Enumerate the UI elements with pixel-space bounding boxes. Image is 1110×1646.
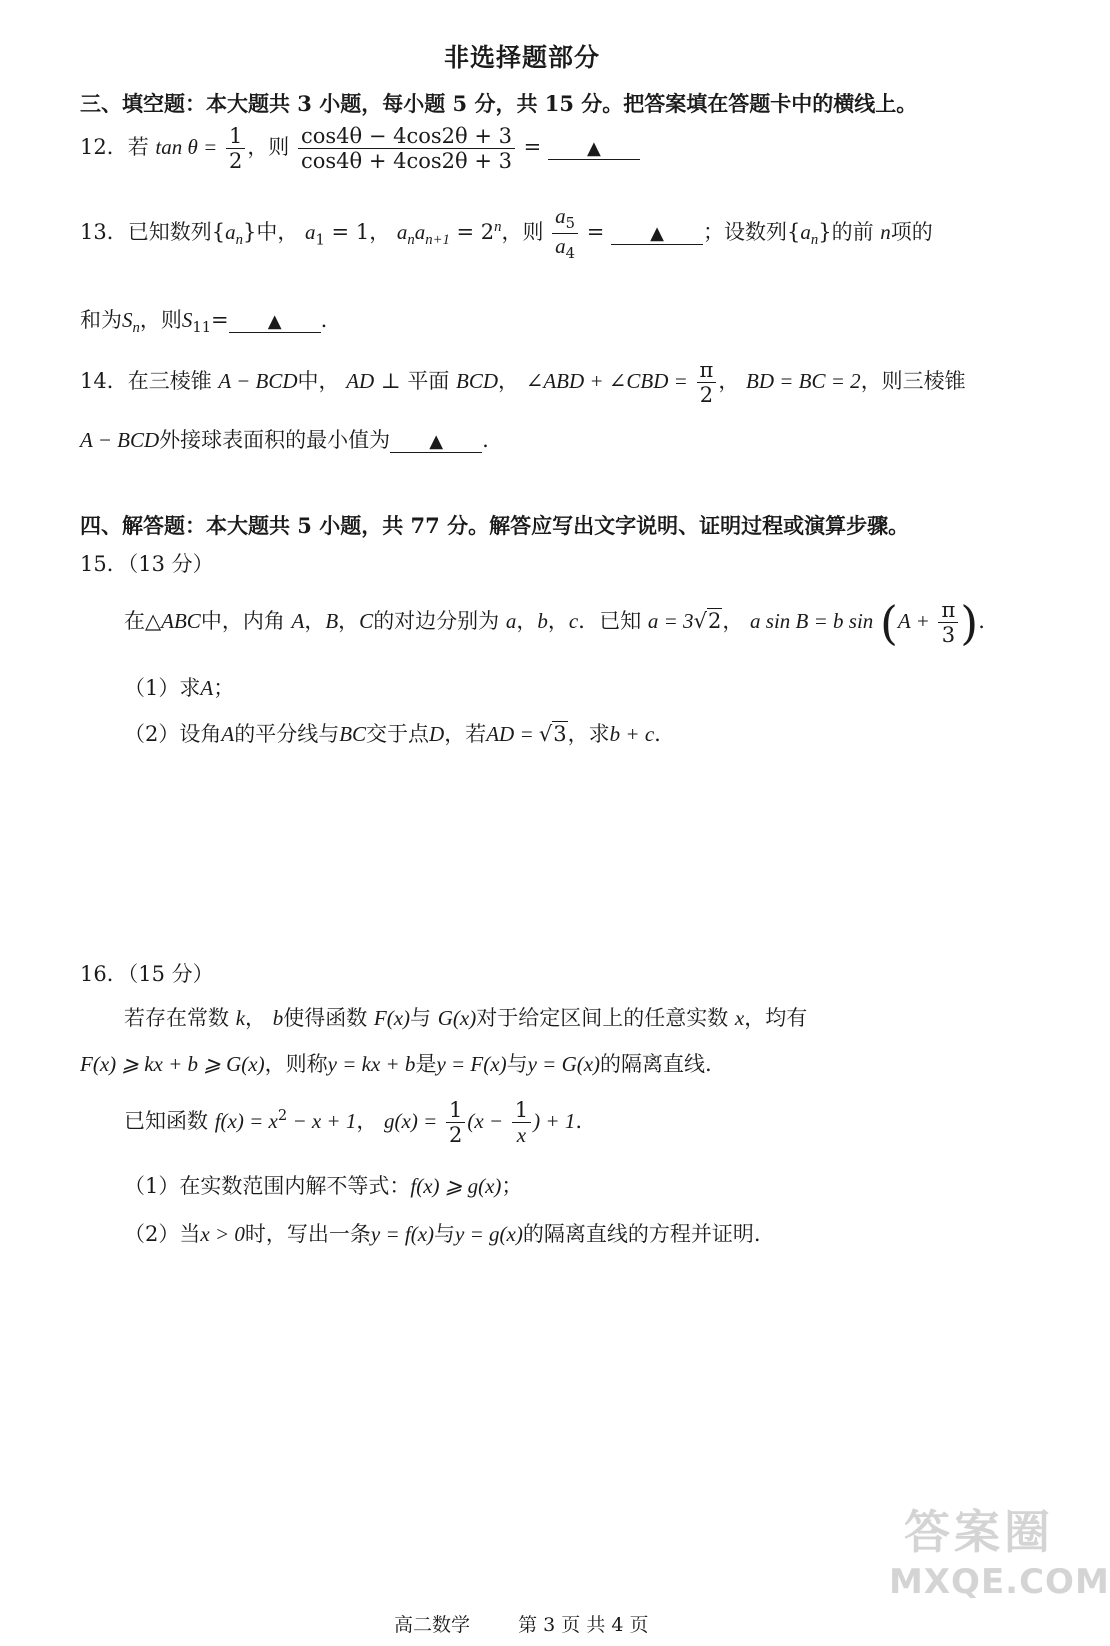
q14-answer-blank: ▲ [390,432,482,453]
q15-b: b [537,609,548,634]
q13-an1-sub: n+1 [425,232,450,249]
q14-text-2: 中， [297,369,340,394]
q16-ineq: F(x) ⩾ kx + b ⩾ G(x) [80,1052,265,1076]
q13-text-6: 的前 [831,220,874,245]
q13-a4-sub: 4 [565,245,576,263]
q16-half-den: 2 [448,1123,463,1148]
q15-p2-sqrt3: 3 [553,722,567,746]
page-title: 非选择题部分 [444,43,601,72]
q15-stem: 在△ABC中，内角 A，B，C的对边分别为 a，b，c．已知 a = 3√2， a sin B = b sin (A + $\frac{\pi}{3}$ ). [124,595,985,650]
q16-p2-text-1: 时，写出一条 [244,1222,371,1246]
question-14 [80,358,966,407]
q15-left-paren: ( [879,595,898,650]
q16-l2-text-2: 是 [415,1052,437,1076]
q15-c: c [568,609,579,634]
q16-p2-text-3: 的隔离直线的方程并证明. [522,1222,761,1246]
q14-number: 14． [80,369,128,394]
q16-part-2 [124,1218,761,1248]
q14-text-7: 外接球表面积的最小值为 [159,428,391,452]
q14-text-8: . [482,428,489,452]
q15-sqrt2: 2 [707,609,722,634]
q13-ratio-fraction [552,204,578,263]
footer-subject: 高二数学 [394,1614,471,1636]
q16-l3-text-1: 已知函数 [124,1109,208,1134]
q12-frac-num: cos4θ − 4cos2θ + 3 [298,124,515,149]
watermark [889,1496,1110,1602]
q14-bd: BD = BC = 2 [746,369,861,394]
q15-A: A [291,609,305,634]
watermark-logo-text: 答案圈 [904,1505,1054,1559]
q15-pi: π [938,598,958,623]
q14-solid: A − BCD [218,369,298,394]
q14-pi-half-fraction [697,358,717,407]
q15-a: a [505,609,517,634]
q14-AD: AD [346,369,375,394]
q16-f-rest: − x + 1 [287,1109,357,1134]
q13-answer-blank-1: ▲ [611,224,703,245]
q16-inv-den: x [516,1123,527,1148]
page-footer [394,1610,648,1637]
q13-Sn-sub: n [132,320,140,337]
q16-g-lhs: g(x) = [384,1109,438,1134]
q13-text-1: 已知数列 [127,220,212,245]
q14-text-5: ， [718,369,740,394]
q16-part-1 [124,1170,522,1200]
q16-half-num: 1 [446,1098,465,1123]
q13-number: 13． [80,220,128,245]
q16-p1-expr: f(x) ⩾ g(x) [410,1174,502,1198]
q14-text-6: ，则三棱锥 [860,369,966,394]
q16-l1-text-1: 若存在常数 [124,1006,229,1030]
q16-x: x [734,1006,745,1030]
q13-text-10: . [320,308,328,332]
q13-seq-a: a [225,220,236,245]
q16-l2-text-3: 与 [506,1052,528,1076]
q16-yF: y = F(x) [436,1052,507,1076]
watermark-url: MXQE.COM [889,1562,1110,1602]
q16-p2-text-2: 与 [434,1222,456,1246]
q15-p2-end: . [654,722,661,746]
q12-tan-lhs: tan θ = [155,135,218,160]
q15-text-1: 在△ [124,609,162,634]
q15-part-1 [124,672,234,702]
q16-p2-yg: y = g(x) [455,1222,523,1246]
q13-exp-n: n [494,219,502,236]
q15-text-2: 中，内角 [200,609,285,634]
q16-Fx: F(x) [373,1006,411,1030]
q12-text-2: ，则 [247,135,290,160]
q13-rel-2: = 2 [449,220,495,245]
q16-l3-text-3: . [575,1109,583,1134]
q16-l2-text-4: 的隔离直线. [600,1052,712,1076]
q15-part-2: （2）设角A的平分线与BC交于点D，若AD = √3，求b + c. [124,722,661,746]
q15-p2-D: D [429,722,445,746]
q13-seq2-n: n [810,232,819,249]
q16-l1-text-6: ，均有 [744,1006,808,1030]
q16-p1-end: ； [501,1174,523,1198]
q16-inv-x-fraction [512,1098,531,1147]
question-14-cont [80,424,489,454]
footer-page: 第 3 页 共 4 页 [518,1614,649,1636]
question-12 [80,124,640,173]
q13-rel-1: = 1 [324,220,370,245]
q16-Gx: G(x) [437,1006,477,1030]
q16-p2-cond: x > 0 [200,1222,245,1246]
q16-l3-text-2: ， [356,1109,378,1134]
q15-text-6: ， [722,609,744,634]
q16-l1-text-5: 对于给定区间上的任意实数 [476,1006,729,1030]
q16-f-sq: 2 [277,1107,288,1125]
q16-f-expr: f(x) = x [214,1109,278,1134]
q15-p1-label: （1）求 [124,676,201,700]
q16-number: 16．（15 分） [80,962,214,986]
q15-C: C [359,609,374,634]
q15-paren-inner: A + [897,609,930,634]
q16-l1-text-4: 与 [410,1006,432,1030]
q16-line: y = kx + b [327,1052,416,1076]
q13-answer-blank-2: ▲ [229,312,321,333]
q15-p2-ad: AD = [486,722,539,746]
q14-pi: π [697,358,717,383]
q13-text-5: ；设数列 [703,220,788,245]
q12-number: 12． [80,135,128,160]
q15-text-5: ．已知 [578,609,642,634]
q13-a5-sub: 5 [565,215,576,233]
q16-g-tail: ) + 1 [533,1109,576,1134]
q14-solid-2: A − BCD [80,428,160,452]
q15-p2-text-4: ，求 [567,722,610,746]
q13-text-2: 中， [256,220,299,245]
q13-n: n [880,220,891,245]
q12-eq: = [523,135,542,160]
q14-text-4: ， [498,369,520,394]
q13-text-7: 项的 [890,220,933,245]
q15-p2-text-1: 的平分线与 [234,722,340,746]
q13-S11-sub: 11 [192,319,212,337]
q16-g-mid: (x − [467,1109,504,1134]
q12-frac-den: cos4θ + 4cos2θ + 3 [301,149,512,174]
q16-l1-text-3: 使得函数 [283,1006,368,1030]
q15-p1-A: A [200,676,214,700]
q13-an1: a [414,220,426,245]
q15-number: 15．（13 分） [80,552,214,576]
q13-an-sub: n [407,232,415,249]
q12-half-den: 2 [228,149,243,174]
section-3-heading: 三、填空题：本大题共 3 小题，每小题 5 分，共 15 分。把答案填在答题卡中的横线上。 [80,91,918,116]
q15-p2-bc-sum: b + c [609,722,655,746]
q13-eq: = [586,220,605,245]
q16-p1-label: （1）在实数范围内解不等式： [124,1174,411,1198]
q15-text-4: 的对边分别为 [373,609,500,634]
q13-text-3: ， [369,220,391,245]
q13-a4: a [555,234,566,259]
q15-given-2: a sin B = b sin [750,609,874,634]
q15-p1-end: ； [213,676,235,700]
q14-perp: ⊥ [374,369,408,394]
q15-pi-third-fraction [938,598,958,647]
q15-text-7: . [978,609,985,634]
q14-two: 2 [699,383,714,408]
q13-text-8: 和为 [80,308,122,332]
q16-p2-label: （2）当 [124,1222,201,1246]
q14-BCD: BCD [456,369,499,394]
q15-right-paren: ) [960,595,979,650]
question-13: 13．已知数列$\{a_n\}$中， $a_1 = 1$， $a_na_{n+1} = 2^n$，则 $\frac{a_5}{a_4}$ = ▲ ；设数列$\{a_n\}$的前 n项的 [80,204,933,263]
q12-answer-blank: ▲ [548,139,640,160]
section-4-heading: 四、解答题：本大题共 5 小题，共 77 分。解答应写出文字说明、证明过程或演算步骤。 [80,513,910,538]
q16-b: b [272,1006,284,1030]
q13-S11: S [181,308,193,332]
q13-an: a [396,220,408,245]
q12-text-1: 若 [127,135,149,160]
question-13-cont [80,304,327,337]
q13-eq-2: = [211,308,229,332]
q15-p2-text-3: ，若 [444,722,487,746]
q15-given-1: a = 3 [647,609,694,634]
q15-ABC: ABC [161,609,201,634]
q15-p2-label: （2）设角 [124,722,222,746]
q16-yG: y = G(x) [527,1052,601,1076]
q16-l2-text-1: ，则称 [264,1052,328,1076]
q13-a1-sub: 1 [315,231,325,249]
q13-seq2-a: a [800,220,811,245]
q13-a1: a [305,220,316,245]
q16-l1-text-2: ， [245,1006,267,1030]
q12-half-num: 1 [226,124,245,149]
q12-main-fraction [298,124,515,173]
q15-p2-text-2: 交于点 [366,722,430,746]
q14-angle-expr: ∠ABD + ∠CBD = [525,369,688,394]
q13-text-9: ，则 [139,308,182,332]
q13-text-4: ，则 [501,220,544,245]
q16-inv-num: 1 [512,1098,531,1123]
q15-three: 3 [941,623,956,648]
q16-half-fraction [446,1098,465,1147]
q14-text-3: 平面 [407,369,450,394]
q13-a5: a [555,204,566,228]
q16-line-1 [124,1002,807,1032]
q15-p2-A: A [221,722,235,746]
q15-p2-BC: BC [339,722,367,746]
q13-seq-n: n [235,232,243,249]
q13-Sn: S [122,308,133,332]
q16-line-2 [80,1048,712,1078]
q14-text-1: 在三棱锥 [127,369,212,394]
q15-B: B [325,609,339,634]
q12-half-fraction [226,124,245,173]
q16-p2-yf: y = f(x) [370,1222,435,1246]
q16-k: k [235,1006,246,1030]
q16-line-3 [124,1098,582,1147]
